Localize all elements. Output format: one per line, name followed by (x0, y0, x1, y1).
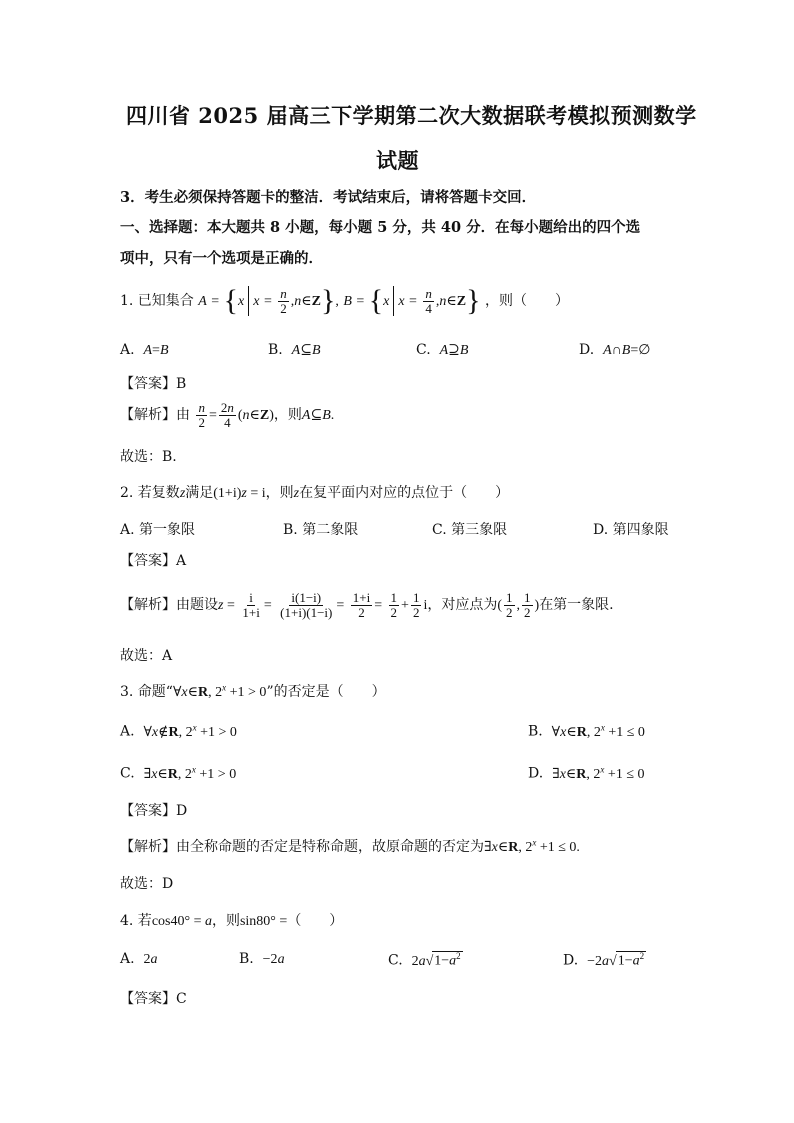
question-2-answer: 【答案】A (120, 553, 187, 569)
question-1-option-c: C. A⊇B (416, 342, 469, 358)
section-header-line2: 项中，只有一个选项是正确的． (120, 250, 323, 267)
question-4-answer: 【答案】C (120, 991, 187, 1007)
question-1-analysis: 【解析】由 $\frac{n}{2}$ = $\frac{2n}{4}$ (n∈Z)，则A⊆B. (120, 400, 335, 430)
question-1-option-a: A. A=B (120, 342, 169, 358)
question-4-option-d: D. $-2a√1-a^2$ (563, 951, 645, 969)
question-2-option-b: B. 第二象限 (283, 522, 359, 538)
question-1-answer: 【答案】B (120, 376, 187, 392)
question-1-option-b: B. A⊆B (268, 342, 321, 358)
question-1-stem: 1. 已知集合 A = {x x = $\frac{n}{2}$ ,n∈Z}, B = {x x = $\frac{n}{4}$ ,n∈Z} ，则（ ） (120, 284, 569, 317)
section-header-line1: 一、选择题：本大题共 8 小题，每小题 5 分，共 40 分．在每小题给出的四个选 (120, 219, 641, 236)
question-2-option-c: C. 第三象限 (432, 522, 508, 538)
question-4-option-b: B. −2a (239, 951, 285, 967)
question-1-choose: 故选：B. (120, 449, 177, 465)
question-3-answer: 【答案】D (120, 803, 188, 819)
question-2-stem: 2. 若复数z满足(1+i)z = i，则z在复平面内对应的点位于（ ） (120, 485, 510, 501)
question-3-option-a: A. ∀x∉R, $2^x +1 > 0$ (120, 722, 237, 740)
question-2-analysis: 【解析】由题设z = $\frac{i}{1+i}$ = $\frac{i(1-i)}{(1+i)(1-i)}$ = $\frac{1+i}{2}$ = $\frac{1}{2}$ + $\frac{1}{2}$ i，对应点为( $\frac{1}{2}$ , $\frac{1}{2}$ )在第一象限. (120, 590, 614, 620)
document-title-line1: 四川省 2025 届高三下学期第二次大数据联考模拟预测数学 (126, 103, 697, 128)
question-3-analysis: 【解析】由全称命题的否定是特称命题，故原命题的否定为∃x∈R, $2^x +1 \le 0$. (120, 837, 580, 855)
question-4-option-a: A. 2a (120, 951, 158, 967)
question-3-option-b: B. ∀x∈R, $2^x +1 \le 0$ (528, 722, 645, 740)
question-1-option-d: D. A∩B=∅ (579, 342, 651, 358)
question-2-option-a: A. 第一象限 (120, 522, 196, 538)
exam-notice: 3．考生必须保持答题卡的整洁．考试结束后，请将答题卡交回． (120, 189, 537, 206)
question-3-option-c: C. ∃x∈R, $2^x +1 > 0$ (120, 764, 237, 782)
question-4-option-c: C. $2a√1-a^2$ (388, 951, 461, 969)
question-4-stem: 4. 若cos40° = a，则sin80° =（ ） (120, 913, 344, 929)
question-2-choose: 故选：A (120, 648, 173, 664)
question-3-option-d: D. ∃x∈R, $2^x +1 \le 0$ (528, 764, 645, 782)
document-title-line2: 试题 (376, 148, 419, 173)
question-2-option-d: D. 第四象限 (593, 522, 669, 538)
question-3-stem: 3. 命题“∀x∈R, $2^x +1 > 0$”的否定是（ ） (120, 682, 386, 700)
question-3-choose: 故选：D (120, 876, 174, 892)
